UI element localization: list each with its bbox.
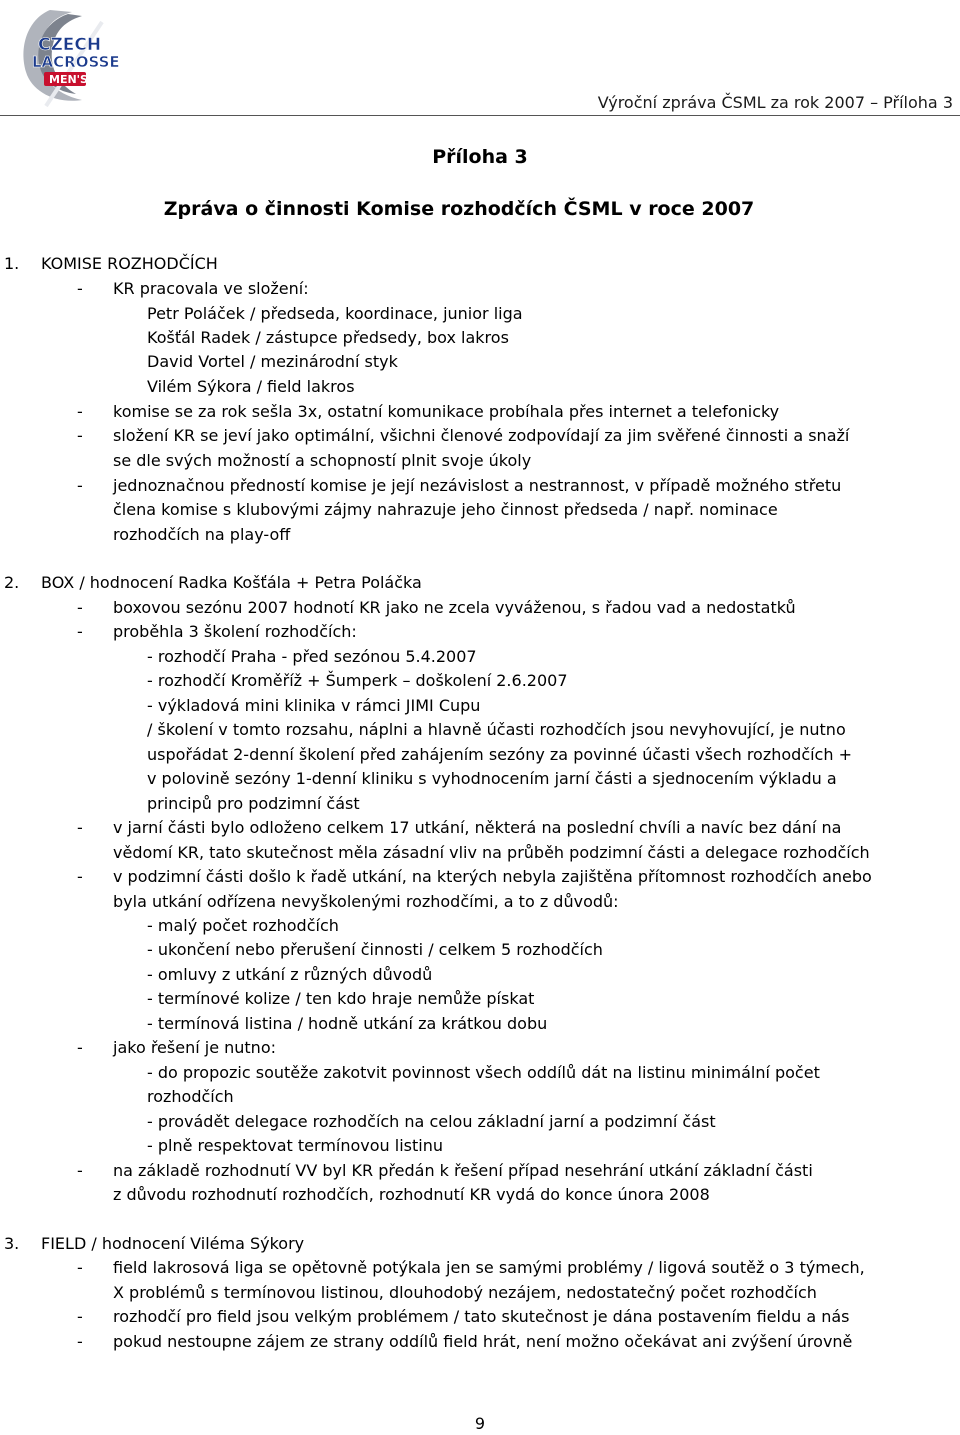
member-line: Košťál Radek / zástupce předsedy, box lakros bbox=[147, 328, 509, 347]
bullet-marker: - bbox=[77, 279, 83, 298]
list-item: rozhodčí pro field jsou velkým problémem / tato skutečnost je dána postavením fieldu a nás bbox=[113, 1307, 850, 1326]
member-line: Vilém Sýkora / field lakros bbox=[147, 377, 355, 396]
sub-item: - malý počet rozhodčích bbox=[147, 916, 339, 935]
bullet-marker: - bbox=[77, 598, 83, 617]
sub-item: principů pro podzimní část bbox=[147, 794, 360, 813]
sub-item: v polovině sezóny 1-denní kliniku s vyhodnocením jarní části a sjednocením výkladu a bbox=[147, 769, 837, 788]
list-item-continuation: byla utkání odřízena nevyškolenými rozhodčími, a to z důvodů: bbox=[113, 892, 619, 911]
sub-item: - plně respektovat termínovou listinu bbox=[147, 1136, 443, 1155]
bullet-marker: - bbox=[77, 1161, 83, 1180]
bullet-marker: - bbox=[77, 622, 83, 641]
sub-item: - provádět delegace rozhodčích na celou základní jarní a podzimní část bbox=[147, 1112, 716, 1131]
section-3-number: 3. bbox=[4, 1234, 20, 1253]
list-item: jako řešení je nutno: bbox=[113, 1038, 276, 1057]
list-item: na základě rozhodnutí VV byl KR předán k řešení případ nesehrání utkání základní části bbox=[113, 1161, 813, 1180]
member-line: Petr Poláček / předseda, koordinace, junior liga bbox=[147, 304, 523, 323]
sub-item: - výkladová mini klinika v rámci JIMI Cupu bbox=[147, 696, 481, 715]
appendix-title: Příloha 3 bbox=[432, 146, 528, 168]
sub-item: - rozhodčí Kroměříž + Šumperk – doškolení 2.6.2007 bbox=[147, 671, 568, 690]
czech-lacrosse-logo bbox=[10, 4, 138, 108]
logo-line2: LACROSSE bbox=[32, 53, 120, 71]
sub-item: - termínové kolize / ten kdo hraje nemůže pískat bbox=[147, 989, 535, 1008]
member-line: David Vortel / mezinárodní styk bbox=[147, 352, 398, 371]
section-2-heading: BOX / hodnocení Radka Košťála + Petra Poláčka bbox=[41, 573, 422, 592]
bullet-marker: - bbox=[77, 1307, 83, 1326]
list-item-continuation: rozhodčích na play-off bbox=[113, 525, 291, 544]
sub-item: uspořádat 2-denní školení před zahájením sezóny za povinné účasti všech rozhodčích + bbox=[147, 745, 852, 764]
bullet-marker: - bbox=[77, 867, 83, 886]
bullet-marker: - bbox=[77, 1258, 83, 1277]
page-number: 9 bbox=[474, 1414, 486, 1433]
list-item: boxovou sezónu 2007 hodnotí KR jako ne zcela vyváženou, s řadou vad a nedostatků bbox=[113, 598, 796, 617]
list-item-continuation: X problémů s termínovou listinou, dlouhodobý nezájem, nedostatečný počet rozhodčích bbox=[113, 1283, 817, 1302]
list-item: jednoznačnou předností komise je její nezávislost a nestrannost, v případě možného střetu bbox=[113, 476, 842, 495]
bullet-marker: - bbox=[77, 476, 83, 495]
logo-line3: MEN'S bbox=[49, 73, 88, 86]
list-item: v jarní části bylo odloženo celkem 17 utkání, některá na poslední chvíli a navíc bez dání na bbox=[113, 818, 842, 837]
sub-item: - termínová listina / hodně utkání za krátkou dobu bbox=[147, 1014, 548, 1033]
list-item: KR pracovala ve složení: bbox=[113, 279, 309, 298]
list-item-continuation: z důvodu rozhodnutí rozhodčích, rozhodnutí KR vydá do konce února 2008 bbox=[113, 1185, 710, 1204]
bullet-marker: - bbox=[77, 402, 83, 421]
list-item: v podzimní části došlo k řadě utkání, na kterých nebyla zajištěna přítomnost rozhodčích anebo bbox=[113, 867, 872, 886]
list-item: pokud nestoupne zájem ze strany oddílů field hrát, není možno očekávat ani zvýšení úrovně bbox=[113, 1332, 853, 1351]
list-item: komise se za rok sešla 3x, ostatní komunikace probíhala přes internet a telefonicky bbox=[113, 402, 780, 421]
list-item-continuation: se dle svých možností a schopností plnit svoje úkoly bbox=[113, 451, 532, 470]
bullet-marker: - bbox=[77, 1332, 83, 1351]
header-divider bbox=[0, 115, 960, 116]
list-item-continuation: vědomí KR, tato skutečnost měla zásadní vliv na průběh podzimní části a delegace rozhodčích bbox=[113, 843, 870, 862]
bullet-marker: - bbox=[77, 426, 83, 445]
section-1-number: 1. bbox=[4, 254, 20, 273]
running-header: Výroční zpráva ČSML za rok 2007 – Příloha 3 bbox=[597, 93, 953, 112]
section-1-heading: KOMISE ROZHODČÍCH bbox=[41, 254, 218, 273]
section-3-heading: FIELD / hodnocení Viléma Sýkory bbox=[41, 1234, 305, 1253]
sub-item: - rozhodčí Praha - před sezónou 5.4.2007 bbox=[147, 647, 477, 666]
sub-item: rozhodčích bbox=[147, 1087, 234, 1106]
sub-item: - do propozic soutěže zakotvit povinnost všech oddílů dát na listinu minimální počet bbox=[147, 1063, 820, 1082]
list-item: proběhla 3 školení rozhodčích: bbox=[113, 622, 357, 641]
sub-item: - ukončení nebo přerušení činnosti / celkem 5 rozhodčích bbox=[147, 940, 603, 959]
section-2-number: 2. bbox=[4, 573, 20, 592]
sub-item: - omluvy z utkání z různých důvodů bbox=[147, 965, 433, 984]
list-item-continuation: člena komise s klubovými zájmy nahrazuje jeho činnost předseda / např. nominace bbox=[113, 500, 778, 519]
bullet-marker: - bbox=[77, 1038, 83, 1057]
sub-item: / školení v tomto rozsahu, náplni a hlavně účasti rozhodčích jsou nevyhovující, je nutno bbox=[147, 720, 846, 739]
list-item: field lakrosová liga se opětovně potýkala jen se samými problémy / ligová soutěž o 3 týmech, bbox=[113, 1258, 865, 1277]
list-item: složení KR se jeví jako optimální, všichni členové zodpovídají za jim svěřené činnosti a snaží bbox=[113, 426, 850, 445]
report-title: Zpráva o činnosti Komise rozhodčích ČSML v roce 2007 bbox=[163, 198, 755, 220]
logo-line1: CZECH bbox=[38, 35, 102, 55]
bullet-marker: - bbox=[77, 818, 83, 837]
